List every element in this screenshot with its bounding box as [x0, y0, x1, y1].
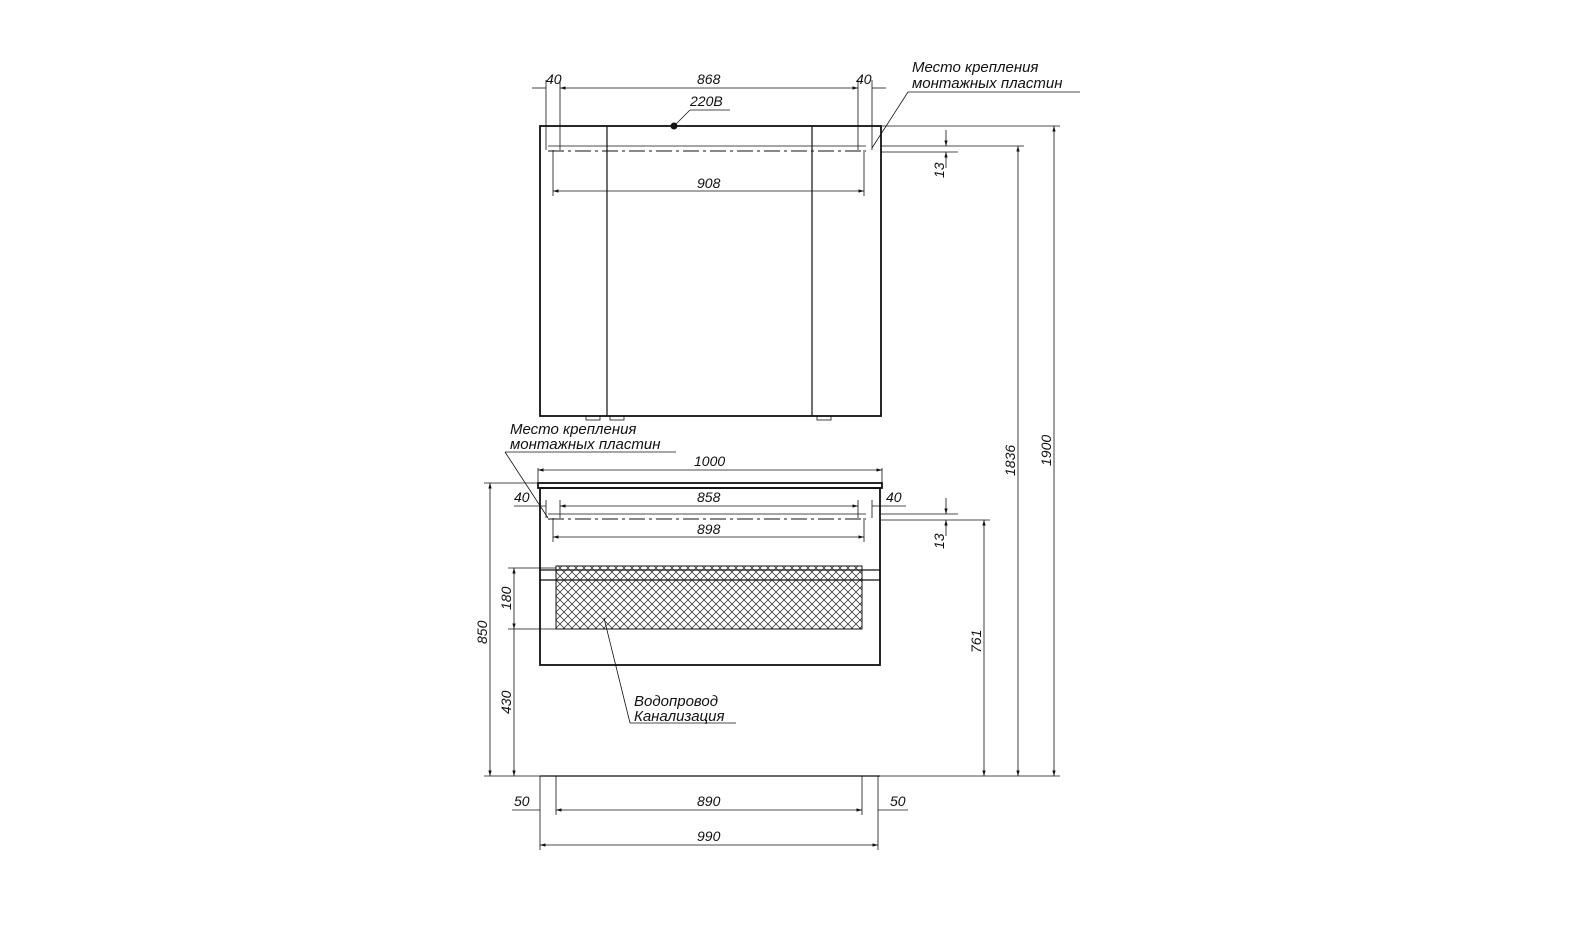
vanity-dim-total-height: 850 [474, 620, 490, 644]
vanity-dim-opening-height: 180 [498, 586, 514, 610]
mirror-dim-inner: 908 [697, 175, 721, 191]
base-dim-left: 50 [514, 793, 530, 809]
overall-dim-width: 990 [697, 828, 721, 844]
vanity-note-line1: Место крепления [510, 421, 637, 438]
mirror-dim-span: 868 [697, 71, 721, 87]
utility-opening [556, 566, 862, 629]
vanity-note-line2: монтажных пластин [510, 436, 661, 453]
utility-line1: Водопровод [634, 693, 719, 710]
vanity-dim-right: 40 [886, 489, 902, 505]
power-leader [674, 110, 690, 126]
vanity-dim-inner: 898 [697, 521, 721, 537]
vanity-unit [474, 421, 990, 850]
vanity-dim-plate-from-floor: 761 [968, 629, 984, 653]
vanity-dim-span: 858 [697, 489, 721, 505]
mirror-dim-left: 40 [546, 71, 562, 87]
vanity-dim-plate-height: 13 [931, 533, 947, 549]
mirror-cabinet [532, 59, 1080, 420]
mirror-cabinet-body [540, 126, 881, 416]
vanity-dim-left: 40 [514, 489, 530, 505]
mirror-note-leader [872, 92, 908, 148]
vanity-note-leader [505, 452, 548, 518]
mirror-dim-right: 40 [856, 71, 872, 87]
base-dim-right: 50 [890, 793, 906, 809]
vanity-dim-floor-to-opening: 430 [498, 690, 514, 714]
overall-dim-total-height: 1900 [1038, 434, 1054, 466]
power-label: 220В [690, 93, 723, 109]
overall-dimensions [880, 126, 1060, 776]
vanity-dim-top-width: 1000 [694, 453, 726, 469]
overall-dim-plate-height: 1836 [1002, 444, 1018, 476]
mirror-note-line1: Место крепления [912, 59, 1039, 76]
base-dim-width: 890 [697, 793, 721, 809]
utility-leader [604, 618, 630, 723]
utility-line2: Канализация [634, 708, 725, 725]
mirror-note-line2: монтажных пластин [912, 75, 1063, 92]
mirror-dim-plate-height: 13 [931, 162, 947, 178]
